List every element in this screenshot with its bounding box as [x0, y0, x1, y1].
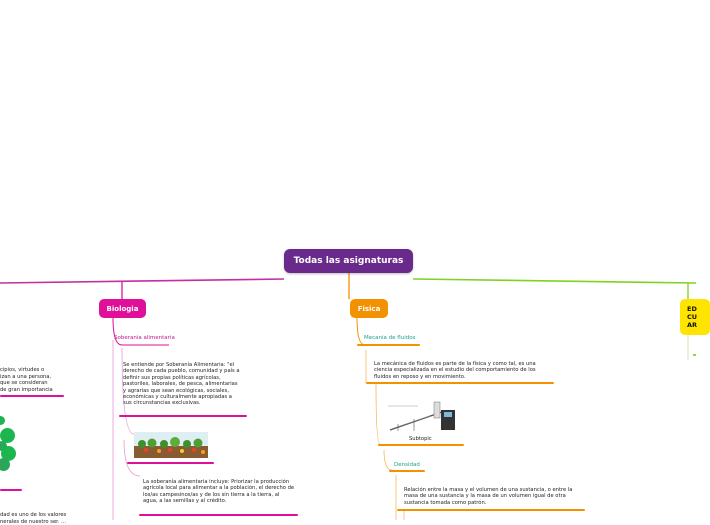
subtopic-densidad-underline — [389, 470, 425, 472]
left-fragment-bottom-text: dad es uno de los valores nerales de nuestro ser. ... — [0, 512, 67, 525]
connector-fis-density — [384, 450, 392, 470]
subtopic-soberania-label: Soberania alimentaria — [114, 335, 175, 341]
subtopic-densidad-label: Densidad — [394, 462, 420, 468]
topic-biologia-label: Biologia — [106, 304, 139, 313]
topic-edu-line-2: CU — [687, 313, 698, 321]
note-mecanica-fluidos-text: La mecánica de fluidos es parte de la física y como tal, es una ciencia especializada en el estudio del comportamiento de los fluidos en reposo y en movimiento. — [374, 361, 536, 380]
topic-edu[interactable] — [680, 299, 710, 335]
note-soberania-definicion — [123, 362, 241, 407]
note-fis-underline — [366, 382, 554, 384]
note2-underline — [139, 514, 298, 516]
left-fragment-underline — [0, 395, 64, 397]
topic-fisica-label: Fisica — [357, 304, 381, 313]
subtopic-mecanica-fluidos-label: Mecania de fluidos — [364, 335, 416, 341]
subtopic-mecanica-fluidos[interactable] — [364, 335, 415, 341]
fis-image-caption-text: Subtopic — [409, 436, 432, 442]
left-fragment-text: cipios, virtudes o izan a una persona, que se consideran de gran importancia — [0, 367, 53, 393]
left-fragment-bottom-note — [0, 506, 80, 525]
connector-fis-img — [376, 383, 380, 444]
connector-root-right — [413, 279, 696, 283]
topic-fisica[interactable] — [350, 299, 388, 318]
topic-edu-line-3: AR — [687, 321, 698, 329]
edu-sub-stub — [693, 354, 696, 356]
subtopic-soberania[interactable] — [114, 335, 175, 341]
note-densidad — [404, 487, 584, 506]
note-densidad-text: Relación entre la masa y el volumen de una sustancia, o entre la masa de una sustancia y la masa de un volumen igual de otra sustancia tomada como patrón. — [404, 487, 573, 506]
subtopic-fis-underline — [357, 344, 420, 346]
fluid-apparatus-image — [384, 398, 460, 434]
root-title: Todas las asignaturas — [293, 256, 404, 266]
note-soberania-incluye-text: La soberanía alimentaria incluye: Priorizar la producción agrícola local para alimentar a la población, el derecho de los/as campesinos/as y de los sin tierra a la tierra, al agua, a las semillas y al crédito. — [143, 479, 295, 505]
subtopic-densidad[interactable] — [394, 462, 420, 468]
root-node[interactable] — [284, 249, 413, 273]
note-densidad-underline — [397, 509, 585, 511]
fis-image-caption — [409, 436, 432, 442]
bubbles-underline — [0, 489, 22, 491]
note-soberania-incluye — [143, 479, 295, 505]
connector-root-left — [0, 279, 284, 283]
left-fragment-note — [0, 361, 60, 393]
topic-edu-line-1: ED — [687, 305, 697, 313]
note-soberania-definicion-text: Se entiende por Soberanía Alimentaria: "el derecho de cada pueblo, comunidad y país a definir sus propias políticas agrícolas, pastoriles, laborales, de pesca, alimentarias y agrarias que sean ecológicas, sociales, económicas y culturalmente apropiadas a sus circunstancias exclusivas. — [123, 362, 240, 407]
image-fis-underline — [378, 444, 464, 446]
vegetable-garden-image — [134, 432, 208, 458]
image-underline — [127, 462, 214, 464]
note-underline — [119, 415, 247, 417]
note-mecanica-fluidos — [374, 361, 550, 380]
topic-biologia[interactable] — [99, 299, 146, 318]
